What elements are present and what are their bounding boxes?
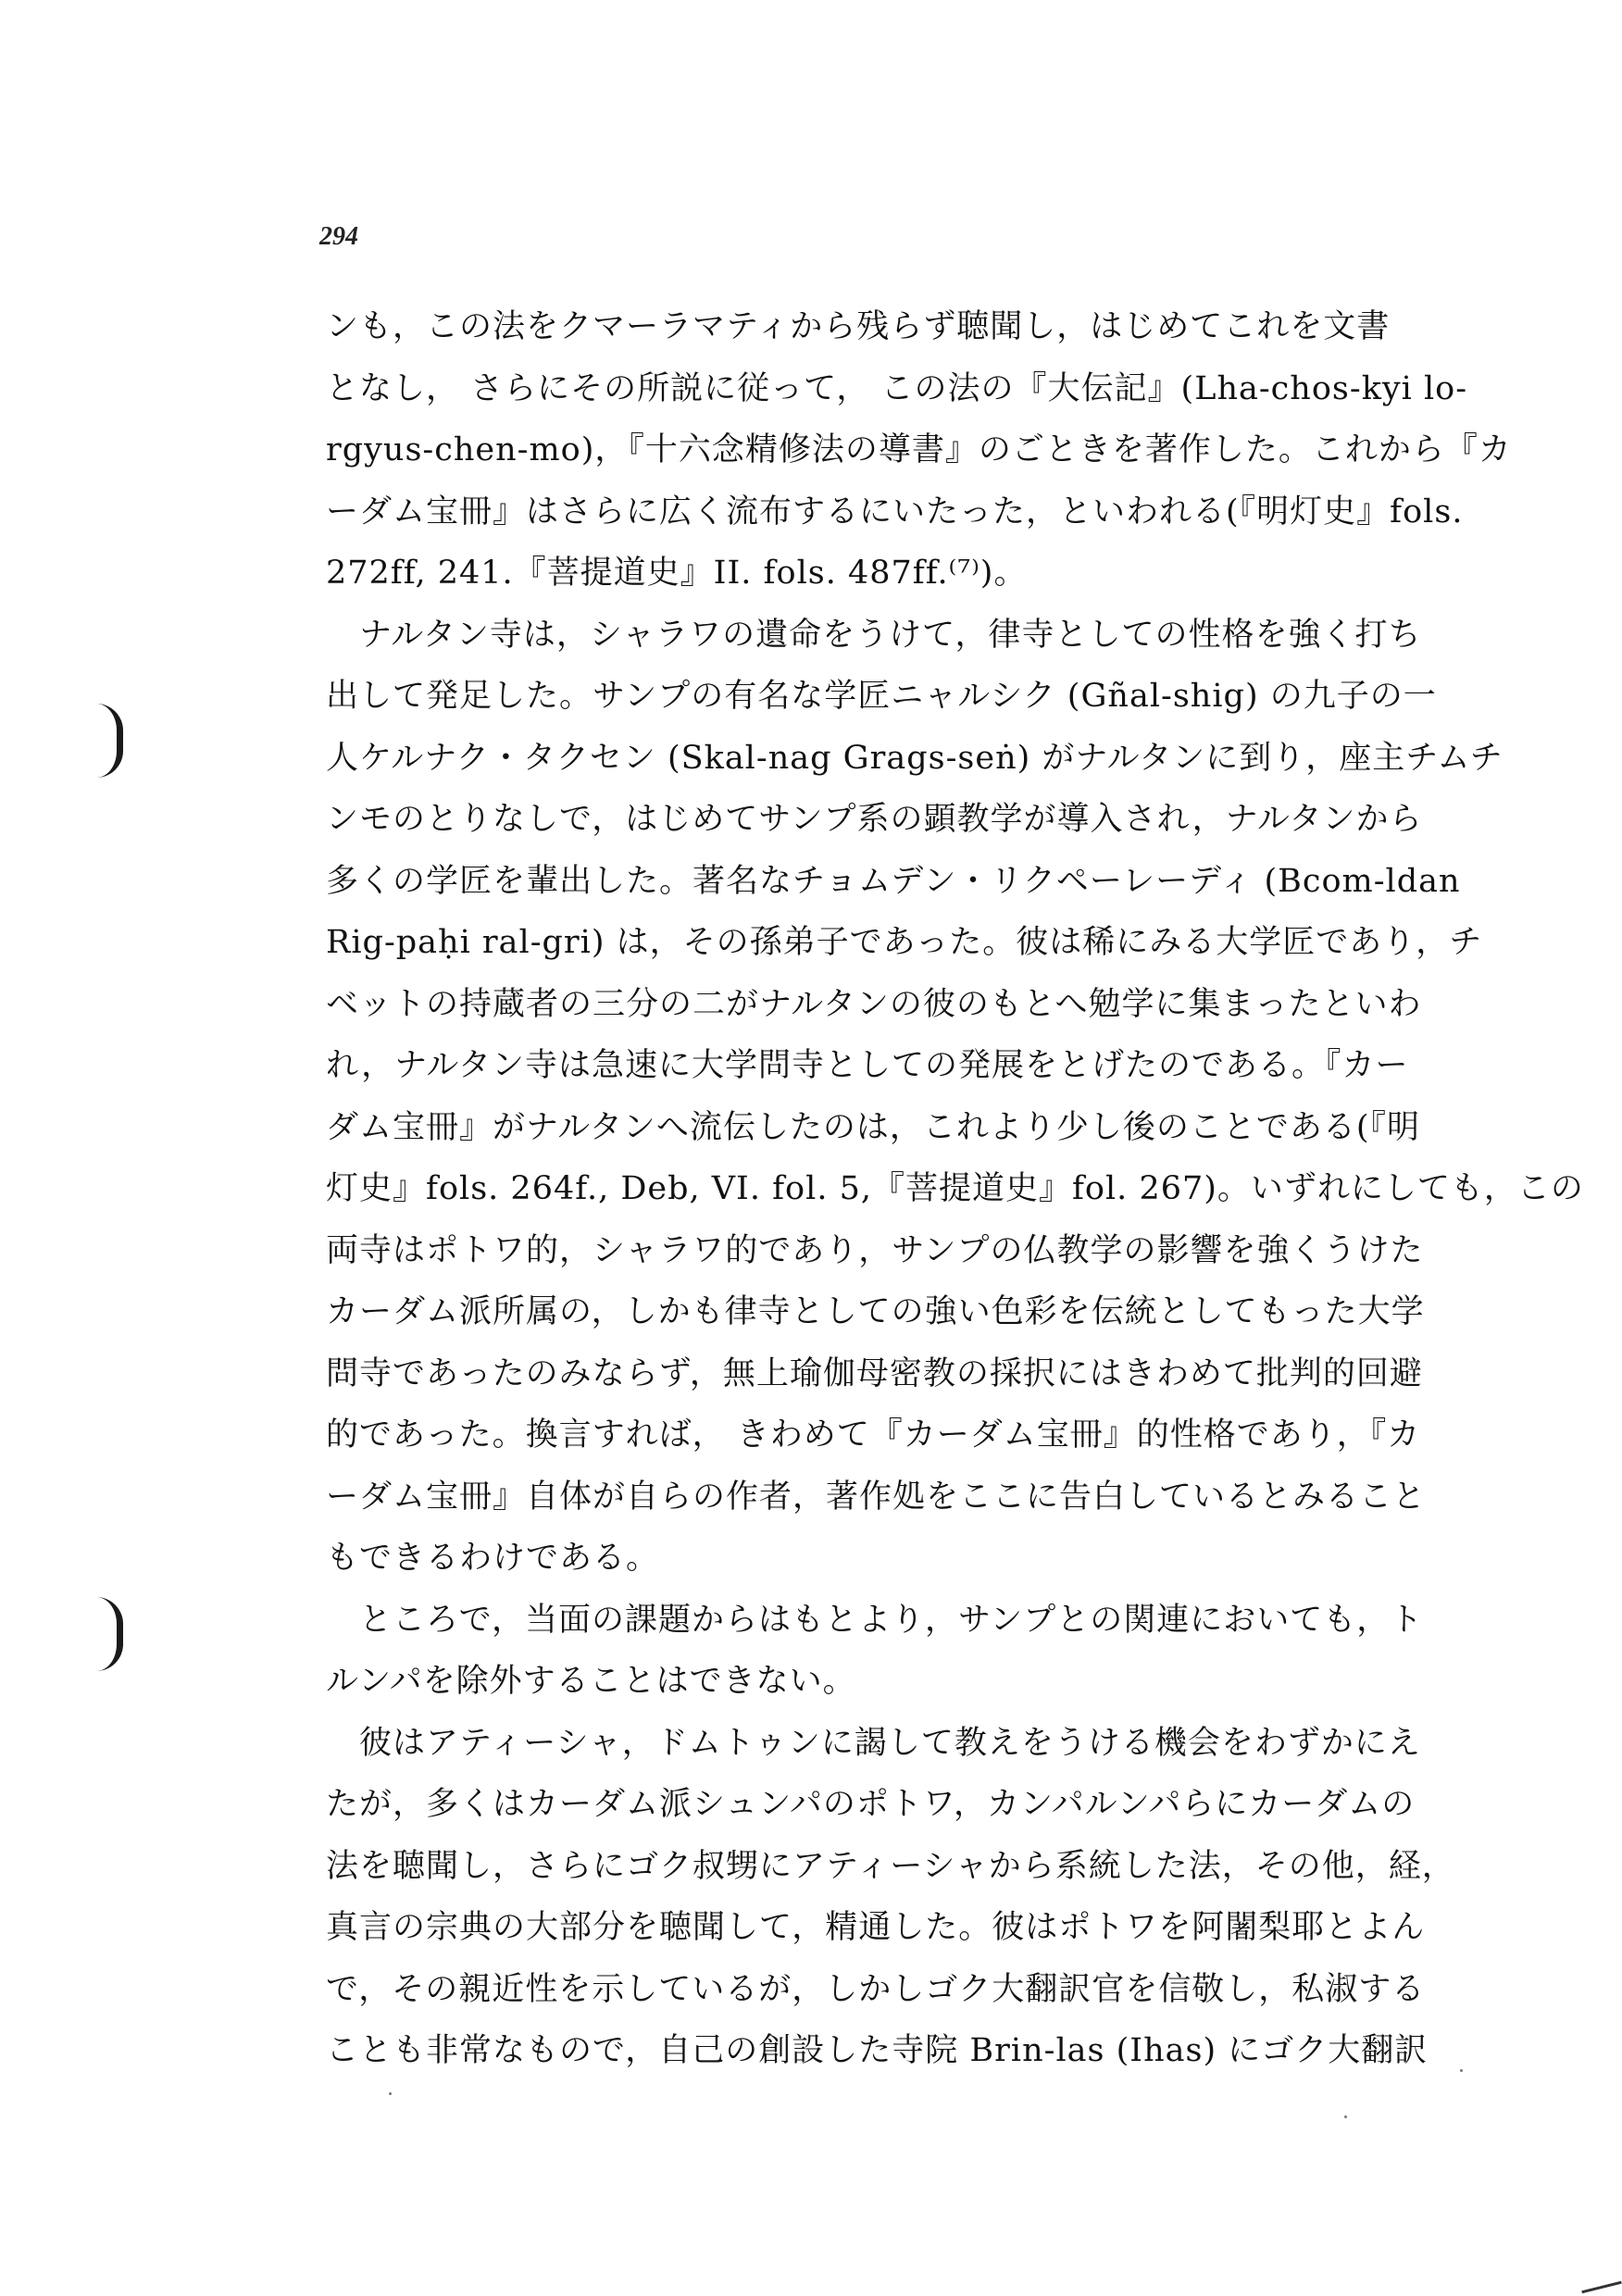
text-line: 両寺はポトワ的，シャラワ的であり，サンプの仏教学の影響を強くうけた — [326, 1231, 1424, 1269]
text-line: 問寺であったのみならず，無上瑜伽母密教の採択にはきわめて批判的回避 — [326, 1354, 1423, 1392]
text-line: で，その親近性を示しているが，しかしゴク大翻訳官を信敬し，私淑する — [326, 1970, 1426, 2008]
text-line: ルンパを除外することはできない。 — [326, 1663, 856, 1700]
text-line: 人ケルナク・タクセン (Skal-nag Grags-seṅ) がナルタンに到り，座主チムチ — [326, 739, 1503, 777]
text-line: 真言の宗典の大部分を聴聞して，精通した。彼はポトワを阿闍梨耶とよん — [326, 1909, 1426, 1946]
text-line: もできるわけである。 — [326, 1540, 660, 1577]
text-line: ことも非常なもので，自己の創設した寺院 Brin-las (Ihas) にゴク大翻訳 — [326, 2032, 1429, 2069]
text-line: 272ff, 241.『菩提道史』II. fols. 487ff.⁽⁷⁾)。 — [326, 555, 1028, 592]
scan-edge-mark — [1581, 2281, 1621, 2294]
text-line: 多くの学匠を輩出した。著名なチョムデン・リクペーレーディ (Bcom-ldan — [326, 862, 1461, 900]
text-line: ーダム宝冊』自体が自らの作者，著作処をここに告白しているとみること — [326, 1478, 1427, 1516]
paragraph-start-line: ところで，当面の課題からはもとより，サンプとの関連においても，ト — [359, 1601, 1424, 1639]
paragraph-start-line: ナルタン寺は，シャラワの遺命をうけて，律寺としての性格を強く打ち — [359, 616, 1422, 654]
text-line: ベットの持蔵者の三分の二がナルタンの彼のもとへ勉学に集まったといわ — [326, 985, 1422, 1023]
text-line: ダム宝冊』がナルタンへ流伝したのは，これより少し後のことである(『明 — [326, 1108, 1421, 1146]
speck — [1344, 2115, 1347, 2118]
speck — [389, 2092, 392, 2095]
binding-hole-mark — [96, 1597, 123, 1671]
page-number: 294 — [319, 222, 358, 251]
text-line: ンモのとりなしで，はじめてサンプ系の顕教学が導入され，ナルタンから — [326, 801, 1423, 838]
text-line: rgyus-chen-mo)，『十六念精修法の導書』のごときを著作した。これから『カ — [326, 431, 1512, 468]
paragraph-start-line: 彼はアティーシャ，ドムトゥンに謁して教えをうける機会をわずかにえ — [359, 1724, 1421, 1762]
binding-hole-mark — [96, 704, 123, 778]
text-line: れ，ナルタン寺は急速に大学問寺としての発展をとげたのである。『カー — [326, 1047, 1409, 1084]
text-line: たが，多くはカーダム派シュンパのポトワ，カンパルンパらにカーダムの — [326, 1786, 1416, 1823]
text-line: 出して発足した。サンプの有名な学匠ニャルシク (Gñal-shig) の九子の一 — [326, 678, 1437, 715]
body-text — [326, 296, 1584, 2082]
speck — [1460, 2069, 1463, 2072]
text-line: カーダム派所属の，しかも律寺としての強い色彩を伝統としてもった大学 — [326, 1293, 1425, 1330]
text-line: 法を聴聞し，さらにゴク叔甥にアティーシャから系統した法，その他，経， — [326, 1847, 1455, 1885]
text-line: となし， さらにその所説に従って， この法の『大伝記』(Lha-chos-kyi lo- — [326, 369, 1468, 407]
text-line: ーダム宝冊』はさらに広く流布するにいたった，といわれる(『明灯史』fols. — [326, 493, 1464, 530]
text-line: ンも，この法をクマーラマティから残らず聴聞し，はじめてこれを文書 — [326, 308, 1391, 345]
text-line: Rig-paḥi ral-gri) は，その孫弟子であった。彼は稀にみる大学匠であり，チ — [326, 924, 1483, 961]
text-line: 灯史』fols. 264f., Deb, VI. fol. 5,『菩提道史』fol. 267)。いずれにしても，この — [326, 1170, 1584, 1207]
text-line: 的であった。換言すれば， きわめて『カーダム宝冊』的性格であり，『カ — [326, 1416, 1421, 1454]
